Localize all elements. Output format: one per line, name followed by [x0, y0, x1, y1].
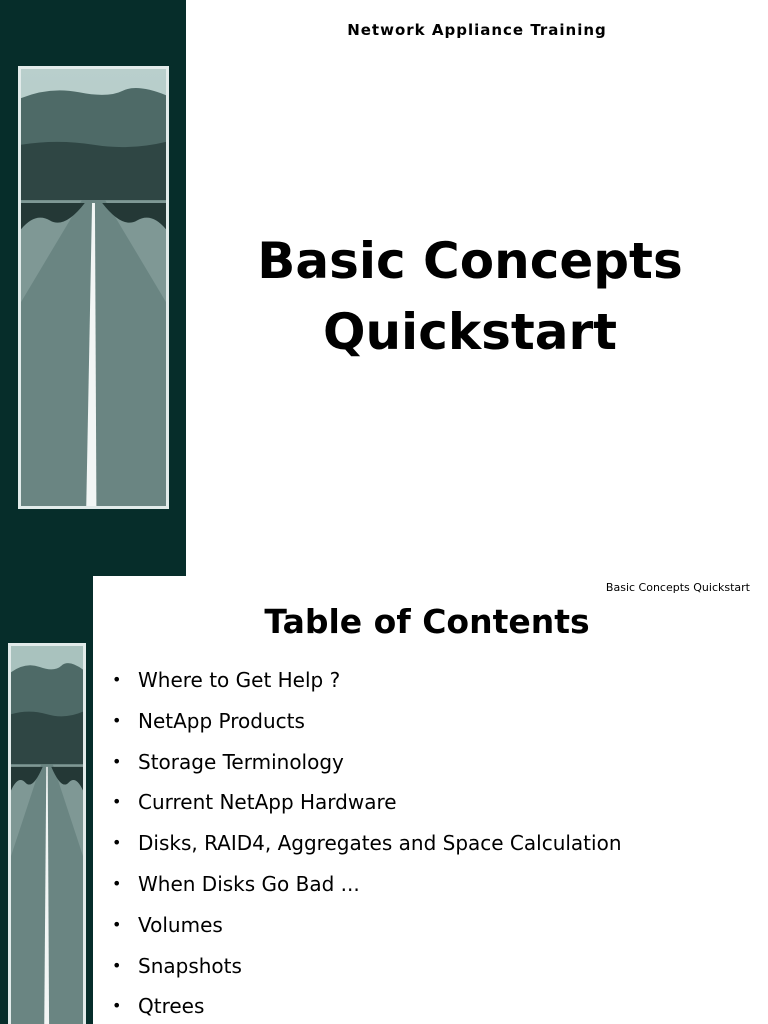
list-item [112, 823, 622, 864]
title-line-1: Basic Concepts [257, 232, 683, 290]
list-item-label: NetApp Products [138, 708, 305, 733]
list-item [112, 742, 622, 783]
list-item-label: Snapshots [138, 953, 242, 978]
bullet-icon: • [112, 914, 122, 934]
toc-list [112, 660, 622, 1024]
list-item-label: Storage Terminology [138, 749, 344, 774]
header-title: Network Appliance Training [347, 21, 607, 39]
bullet-icon: • [112, 751, 122, 771]
toc-title: Table of Contents [264, 602, 590, 641]
list-item [112, 864, 622, 905]
bullet-icon: • [112, 873, 122, 893]
list-item-label: Disks, RAID4, Aggregates and Space Calculation [138, 831, 622, 856]
page-title [186, 226, 754, 368]
list-item-label: Current NetApp Hardware [138, 790, 397, 815]
bullet-icon: • [112, 833, 122, 853]
road-photo-icon [18, 66, 169, 509]
list-item-label: Volumes [138, 912, 223, 937]
bullet-icon: • [112, 710, 122, 730]
list-item [112, 660, 622, 701]
bullet-icon: • [112, 792, 122, 812]
toc-slide [0, 576, 768, 1024]
list-item-label: Qtrees [138, 994, 205, 1019]
bullet-icon: • [112, 955, 122, 975]
list-item [112, 782, 622, 823]
corner-label: Basic Concepts Quickstart [605, 581, 750, 594]
road-photo-icon [8, 643, 86, 1024]
list-item-label: Where to Get Help ? [138, 668, 341, 692]
list-item-label: When Disks Go Bad ... [138, 871, 360, 896]
list-item [112, 986, 622, 1024]
list-item [112, 946, 622, 987]
bullet-icon: • [112, 996, 122, 1016]
bullet-icon: • [112, 670, 122, 689]
list-item [112, 701, 622, 742]
title-line-2: Quickstart [322, 303, 618, 361]
list-item [112, 905, 622, 946]
